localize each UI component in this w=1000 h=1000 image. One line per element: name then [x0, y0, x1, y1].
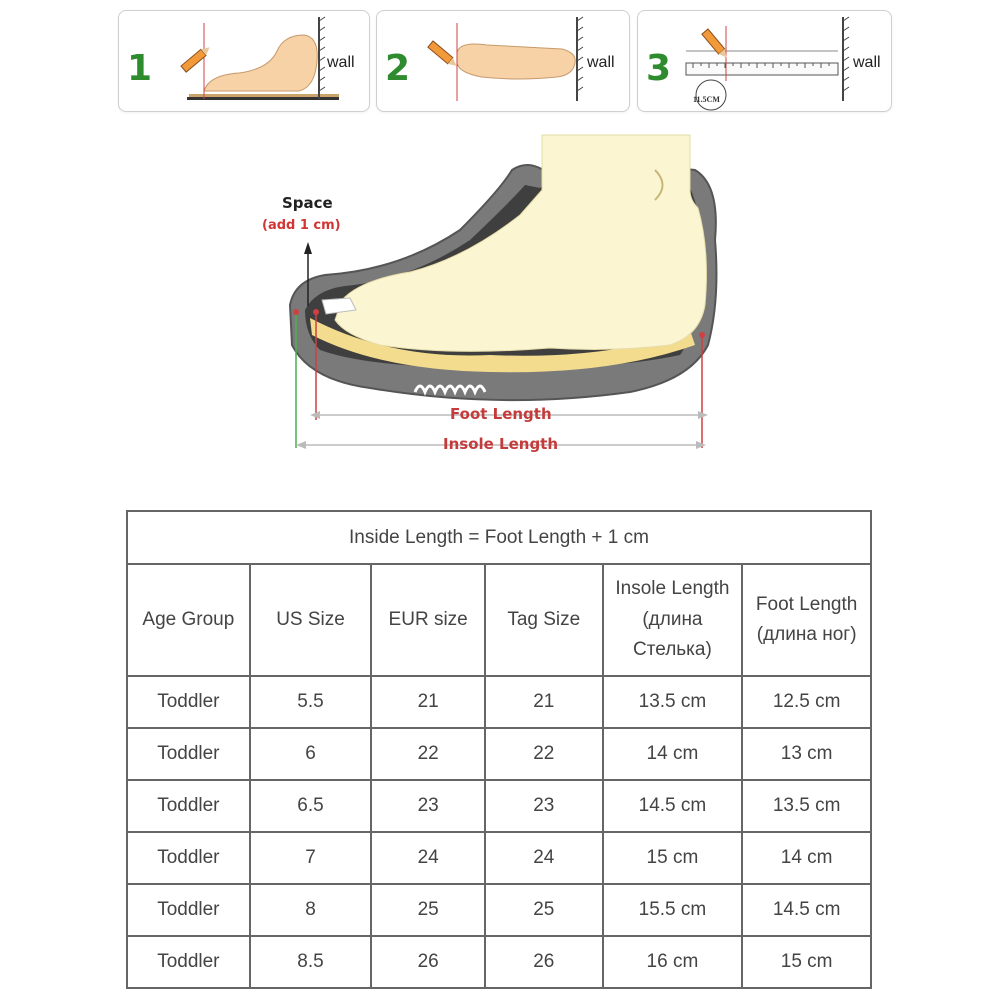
cell-tag-size: 25	[485, 884, 603, 936]
header-insole-length-ru: (длина Стелька)	[633, 608, 712, 661]
header-foot-length	[742, 564, 871, 676]
cell-us-size: 6.5	[250, 780, 372, 832]
table-row	[127, 832, 871, 884]
step-number: 2	[385, 48, 411, 89]
step-3-panel	[637, 10, 892, 112]
wall-label: wall	[853, 54, 881, 71]
cell-age-group: Toddler	[127, 884, 250, 936]
cell-tag-size: 24	[485, 832, 603, 884]
foot-length-label: Foot Length	[450, 405, 552, 423]
cell-age-group: Toddler	[127, 728, 250, 780]
cell-tag-size: 23	[485, 780, 603, 832]
cell-insole-length: 15 cm	[603, 832, 743, 884]
pencil-icon	[181, 44, 212, 72]
space-label: Space	[282, 194, 333, 212]
header-us-size: US Size	[250, 564, 372, 676]
ruler-reading: 11.5CM	[693, 95, 720, 104]
header-insole-length	[603, 564, 743, 676]
cell-us-size: 6	[250, 728, 372, 780]
space-note: (add 1 cm)	[262, 218, 341, 233]
table-row	[127, 936, 871, 988]
cell-age-group: Toddler	[127, 780, 250, 832]
cell-foot-length: 14.5 cm	[742, 884, 871, 936]
table-caption: Inside Length = Foot Length + 1 cm	[127, 511, 871, 564]
table-row	[127, 780, 871, 832]
table-row	[127, 884, 871, 936]
cell-us-size: 5.5	[250, 676, 372, 728]
cell-eur-size: 26	[371, 936, 485, 988]
foot-in-shoe-diagram	[250, 130, 750, 470]
cell-eur-size: 24	[371, 832, 485, 884]
cell-foot-length: 14 cm	[742, 832, 871, 884]
cell-foot-length: 12.5 cm	[742, 676, 871, 728]
cell-tag-size: 21	[485, 676, 603, 728]
table-row	[127, 728, 871, 780]
cell-tag-size: 22	[485, 728, 603, 780]
cell-eur-size: 21	[371, 676, 485, 728]
cell-eur-size: 22	[371, 728, 485, 780]
cell-foot-length: 15 cm	[742, 936, 871, 988]
header-tag-size: Tag Size	[485, 564, 603, 676]
cell-foot-length: 13 cm	[742, 728, 871, 780]
cell-us-size: 7	[250, 832, 372, 884]
cell-insole-length: 14.5 cm	[603, 780, 743, 832]
size-chart-table	[126, 510, 872, 989]
cell-tag-size: 26	[485, 936, 603, 988]
cell-insole-length: 15.5 cm	[603, 884, 743, 936]
wall-label: wall	[587, 54, 615, 71]
cell-us-size: 8.5	[250, 936, 372, 988]
cell-eur-size: 25	[371, 884, 485, 936]
cell-age-group: Toddler	[127, 676, 250, 728]
table-row	[127, 676, 871, 728]
cell-insole-length: 13.5 cm	[603, 676, 743, 728]
table-header-row	[127, 564, 871, 676]
step-2-panel	[376, 10, 630, 112]
pencil-icon	[428, 41, 459, 69]
header-foot-length-ru: (длина ног)	[756, 624, 857, 645]
insole-length-label: Insole Length	[443, 435, 559, 453]
header-foot-length-en: Foot Length	[755, 593, 858, 615]
cell-insole-length: 14 cm	[603, 728, 743, 780]
step-1-panel	[118, 10, 370, 112]
header-insole-length-en: Insole Length	[615, 578, 730, 600]
cell-insole-length: 16 cm	[603, 936, 743, 988]
cell-us-size: 8	[250, 884, 372, 936]
step-number: 1	[127, 48, 153, 89]
cell-age-group: Toddler	[127, 832, 250, 884]
cell-age-group: Toddler	[127, 936, 250, 988]
header-eur-size: EUR size	[371, 564, 485, 676]
cell-eur-size: 23	[371, 780, 485, 832]
wall-label: wall	[327, 54, 355, 71]
step-number: 3	[646, 48, 672, 89]
cell-foot-length: 13.5 cm	[742, 780, 871, 832]
table-caption-row	[127, 511, 871, 564]
header-age-group: Age Group	[127, 564, 250, 676]
